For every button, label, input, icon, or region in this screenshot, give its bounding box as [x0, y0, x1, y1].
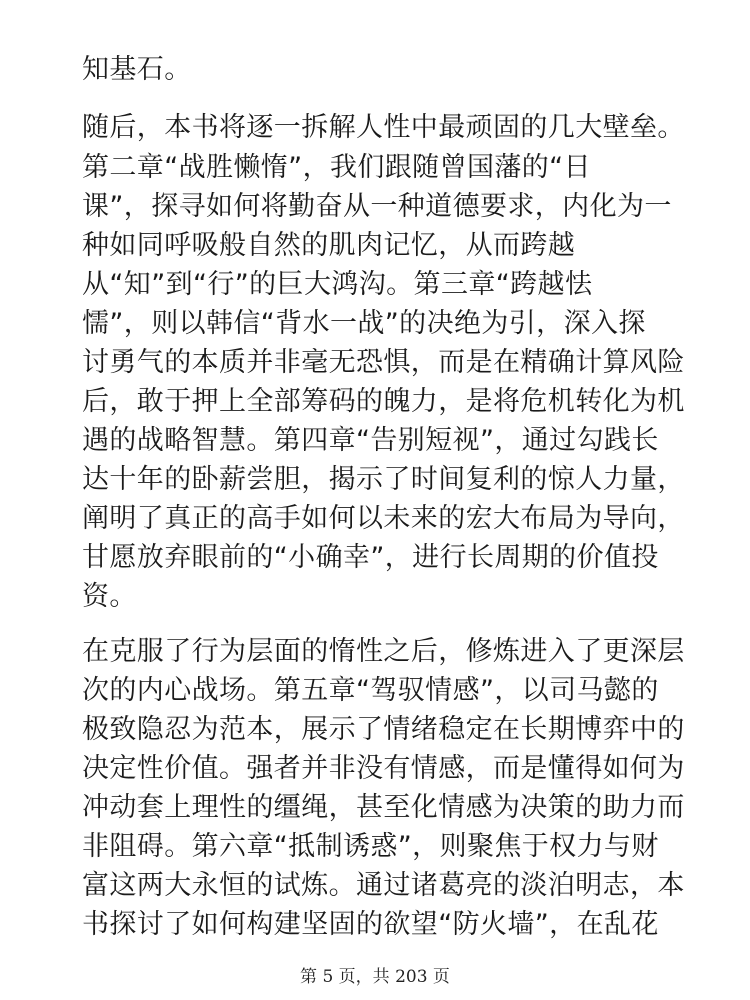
text-line: 知基石。 [82, 54, 192, 85]
text-line: 次的内心战场。第五章“驾驭情感”，以司马懿的 [82, 675, 659, 706]
text-line: 第二章“战胜懒惰”，我们跟随曾国藩的“日 [82, 152, 591, 183]
text-line: 讨勇气的本质并非毫无恐惧，而是在精确计算风险 [82, 347, 685, 378]
text-line: 资。 [82, 581, 137, 612]
text-line: 懦”，则以韩信“背水一战”的决绝为引，深入探 [82, 308, 646, 339]
text-line: 后，敢于押上全部筹码的魄力，是将危机转化为机 [82, 386, 685, 417]
text-line: 决定性价值。强者并非没有情感，而是懂得如何为 [82, 753, 685, 784]
text-line: 甘愿放弃眼前的“小确幸”，进行长周期的价值投 [82, 542, 659, 573]
text-line: 富这两大永恒的试炼。通过诸葛亮的淡泊明志，本 [82, 870, 685, 901]
text-line: 随后，本书将逐一拆解人性中最顽固的几大壁垒。 [82, 112, 685, 143]
text-line: 冲动套上理性的缰绳，甚至化情感为决策的助力而 [82, 792, 685, 823]
page-number-footer: 第 5 页，共 203 页 [300, 967, 450, 987]
text-line: 课”，探寻如何将勤奋从一种道德要求，内化为一 [82, 191, 672, 222]
text-line: 种如同呼吸般自然的肌肉记忆，从而跨越 [82, 230, 576, 261]
text-line: 极致隐忍为范本，展示了情绪稳定在长期博弈中的 [82, 714, 685, 745]
text-line: 书探讨了如何构建坚固的欲望“防火墙”，在乱花 [82, 909, 659, 940]
text-line: 非阻碍。第六章“抵制诱惑”，则聚焦于权力与财 [82, 831, 659, 862]
text-line: 达十年的卧薪尝胆，揭示了时间复利的惊人力量， [82, 464, 685, 495]
text-line: 在克服了行为层面的惰性之后，修炼进入了更深层 [82, 636, 685, 667]
text-line: 阐明了真正的高手如何以未来的宏大布局为导向， [82, 503, 685, 534]
text-line: 遇的战略智慧。第四章“告别短视”，通过勾践长 [82, 425, 659, 456]
text-line: 从“知”到“行”的巨大鸿沟。第三章“跨越怯 [82, 269, 593, 300]
